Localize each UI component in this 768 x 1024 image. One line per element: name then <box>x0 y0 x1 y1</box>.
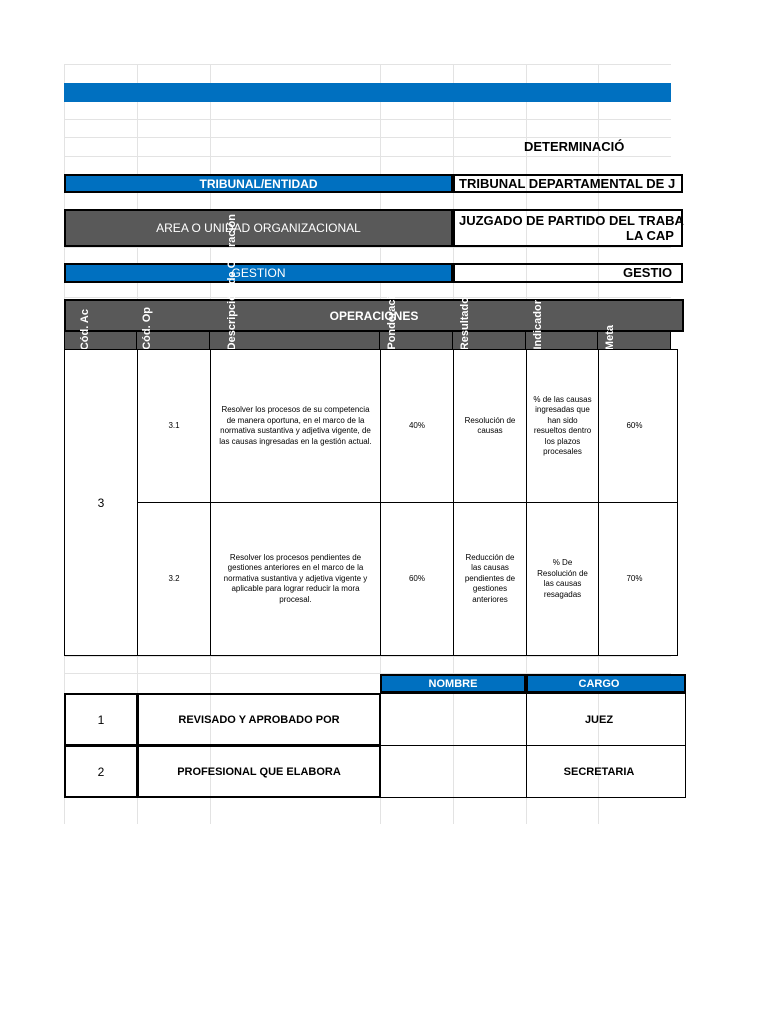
operation-description-cell: Resolver los procesos pendientes de gestiones anteriores en el marco de la normativa sustantiva y adjetiva vigente y aplicable para lograr reducir la mora procesal. <box>210 502 381 656</box>
operation-target-cell: 70% <box>598 502 678 656</box>
signature-row-role: REVISADO Y APROBADO POR <box>137 693 381 746</box>
column-header-cod-ac-text: Cód. Ac <box>79 308 91 350</box>
column-header-descripcion-text: Descripción de Operación <box>226 213 238 350</box>
tribunal-label: TRIBUNAL/ENTIDAD <box>64 174 453 193</box>
operation-indicator-cell: % De Resolución de las causas resagadas <box>526 502 599 656</box>
signature-row-name <box>380 745 527 798</box>
area-value <box>453 209 683 247</box>
operation-code-cell: 3.1 <box>137 349 211 503</box>
grid-line <box>64 64 671 65</box>
gestion-value: GESTIO <box>453 263 683 283</box>
column-header-cod-op <box>137 307 210 350</box>
operation-weight-cell: 60% <box>380 502 454 656</box>
area-value-line1: JUZGADO DE PARTIDO DEL TRABA <box>459 213 684 228</box>
grid-line <box>64 297 671 298</box>
column-header-indicador-text: Indicador <box>532 300 544 350</box>
area-label: AREA O UNIDAD ORGANIZACIONAL <box>64 209 453 247</box>
action-code-cell: 3 <box>64 349 138 656</box>
signature-header-cargo: CARGO <box>526 674 686 693</box>
column-header-resultado-text: Resultado <box>459 296 471 350</box>
column-header-indicador <box>526 300 598 350</box>
spreadsheet <box>64 64 684 824</box>
tribunal-value: TRIBUNAL DEPARTAMENTAL DE J <box>453 174 683 193</box>
signature-row-number: 2 <box>64 745 138 798</box>
column-header-cod-op-text: Cód. Op <box>141 307 153 350</box>
column-header-meta-text: Meta <box>604 324 616 350</box>
operation-code-cell: 3.2 <box>137 502 211 656</box>
signature-row-cargo: SECRETARIA <box>526 745 686 798</box>
operation-result-cell: Resolución de causas <box>453 349 527 503</box>
signature-row-role: PROFESIONAL QUE ELABORA <box>137 745 381 798</box>
grid-line <box>64 119 671 120</box>
column-header-ponderacion <box>380 283 453 350</box>
signature-row-cargo: JUEZ <box>526 693 686 746</box>
signature-row-number: 1 <box>64 693 138 746</box>
column-header-resultado <box>453 296 526 350</box>
gestion-label: GESTION <box>64 263 453 283</box>
area-value-line2: LA CAP <box>626 228 674 243</box>
grid-line <box>64 656 671 657</box>
operation-indicator-cell: % de las causas ingresadas que han sido resueltos dentro los plazos procesales <box>526 349 599 503</box>
column-header-meta <box>598 324 671 350</box>
operation-target-cell: 60% <box>598 349 678 503</box>
column-header-ponderacion-text: Ponderación <box>386 283 398 350</box>
grid-line <box>64 156 671 157</box>
operation-weight-cell: 40% <box>380 349 454 503</box>
operation-result-cell: Reducción de las causas pendientes de gestiones anteriores <box>453 502 527 656</box>
grid-line <box>64 247 671 248</box>
operation-description-cell: Resolver los procesos de su competencia de manera oportuna, en el marco de la normativa sustantiva y adjetiva vigente, de las causas ingresadas en la gestión actual. <box>210 349 381 503</box>
top-banner <box>64 83 671 102</box>
operaciones-header: OPERACIONES <box>64 299 684 332</box>
signature-header-nombre: NOMBRE <box>380 674 526 693</box>
signature-row-name <box>380 693 527 746</box>
column-header-cod-ac <box>64 308 137 350</box>
page-title: DETERMINACIÓ <box>524 139 625 154</box>
